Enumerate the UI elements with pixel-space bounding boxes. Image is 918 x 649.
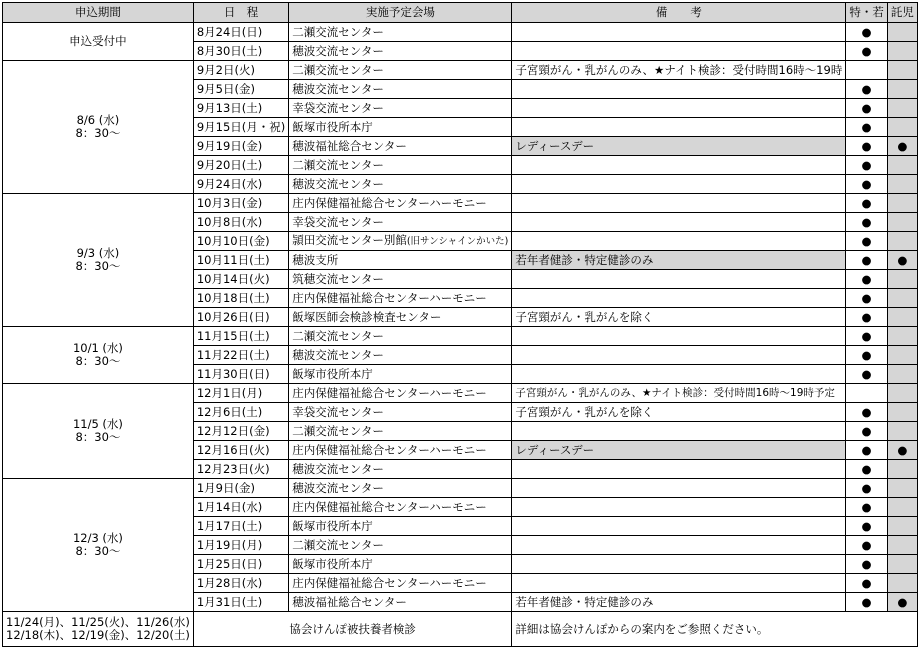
venue-cell xyxy=(289,593,512,612)
date-cell: 10月18日(土) xyxy=(193,289,288,308)
childcare-dot xyxy=(887,403,917,422)
special-check-dot: ● xyxy=(846,137,888,156)
header-special: 特・若 xyxy=(846,3,888,23)
childcare-dot xyxy=(887,118,917,137)
header-kids: 託児 xyxy=(887,3,917,23)
schedule-table xyxy=(2,2,918,647)
venue-cell xyxy=(289,384,512,403)
special-check-dot: ● xyxy=(846,479,888,498)
special-check-dot: ● xyxy=(846,327,888,346)
date-cell: 12月1日(月) xyxy=(193,384,288,403)
venue-name: 二瀬交流センター xyxy=(292,62,384,77)
note-cell xyxy=(512,460,846,479)
note-cell xyxy=(512,23,846,42)
note-cell: 子宮頸がん・乳がんのみ、★ナイト検診：受付時間16時～19時 xyxy=(512,61,846,80)
venue-name: 二瀬交流センター xyxy=(292,24,384,39)
venue-name: 穂波交流センター xyxy=(292,480,384,495)
childcare-dot xyxy=(887,498,917,517)
date-cell: 8月24日(日) xyxy=(193,23,288,42)
childcare-dot: ● xyxy=(887,251,917,270)
special-check-dot: ● xyxy=(846,289,888,308)
venue-cell xyxy=(289,23,512,42)
footer-dates-line1: 11/24(月)、11/25(火)、11/26(水) xyxy=(6,615,190,629)
childcare-dot xyxy=(887,517,917,536)
period-cell xyxy=(3,384,194,479)
footer-note: 詳細は協会けんぽからの案内をご参照ください。 xyxy=(512,612,918,647)
venue-name: 穂波交流センター xyxy=(292,43,384,58)
special-check-dot: ● xyxy=(846,308,888,327)
period-cell xyxy=(3,23,194,61)
note-cell: 若年者健診・特定健診のみ xyxy=(512,593,846,612)
childcare-dot xyxy=(887,536,917,555)
venue-cell xyxy=(289,327,512,346)
date-cell: 9月19日(金) xyxy=(193,137,288,156)
footer-row xyxy=(3,612,918,647)
childcare-dot: ● xyxy=(887,593,917,612)
date-cell: 9月2日(火) xyxy=(193,61,288,80)
header-note: 備 考 xyxy=(512,3,846,23)
venue-name: 庄内保健福祉総合センターハーモニー xyxy=(292,385,487,400)
childcare-dot xyxy=(887,213,917,232)
venue-cell xyxy=(289,498,512,517)
special-check-dot: ● xyxy=(846,441,888,460)
note-cell xyxy=(512,270,846,289)
venue-cell xyxy=(289,42,512,61)
venue-cell xyxy=(289,61,512,80)
footer-dates xyxy=(3,612,194,647)
venue-name: 飯塚医師会検診検査センター xyxy=(292,309,442,324)
venue-cell xyxy=(289,441,512,460)
date-cell: 1月9日(金) xyxy=(193,479,288,498)
note-cell: 子宮頸がん・乳がんを除く xyxy=(512,403,846,422)
note-cell xyxy=(512,213,846,232)
note-cell xyxy=(512,99,846,118)
note-cell xyxy=(512,156,846,175)
note-cell xyxy=(512,194,846,213)
special-check-dot: ● xyxy=(846,270,888,289)
note-cell xyxy=(512,422,846,441)
note-cell xyxy=(512,574,846,593)
venue-name: 二瀬交流センター xyxy=(292,537,384,552)
childcare-dot xyxy=(887,289,917,308)
date-cell: 12月16日(火) xyxy=(193,441,288,460)
special-check-dot: ● xyxy=(846,194,888,213)
date-cell: 11月22日(土) xyxy=(193,346,288,365)
date-cell: 1月14日(水) xyxy=(193,498,288,517)
date-cell: 10月10日(金) xyxy=(193,232,288,251)
period-line: 8：30～ xyxy=(75,259,121,273)
header-date: 日 程 xyxy=(193,3,288,23)
period-cell xyxy=(3,479,194,612)
special-check-dot: ● xyxy=(846,593,888,612)
childcare-dot xyxy=(887,156,917,175)
date-cell: 1月19日(月) xyxy=(193,536,288,555)
venue-cell xyxy=(289,99,512,118)
venue-cell xyxy=(289,175,512,194)
venue-cell xyxy=(289,517,512,536)
venue-name: 頴田交流センター別館 xyxy=(292,233,407,247)
venue-name: 庄内保健福祉総合センターハーモニー xyxy=(292,575,487,590)
special-check-dot: ● xyxy=(846,232,888,251)
table-row xyxy=(3,23,918,42)
venue-name: 穂波交流センター xyxy=(292,176,384,191)
venue-name: 穂波支所 xyxy=(292,252,339,267)
note-cell xyxy=(512,479,846,498)
note-cell xyxy=(512,536,846,555)
childcare-dot xyxy=(887,23,917,42)
childcare-dot xyxy=(887,42,917,61)
note-cell: レディースデー xyxy=(512,137,846,156)
childcare-dot xyxy=(887,479,917,498)
venue-cell xyxy=(289,194,512,213)
special-check-dot: ● xyxy=(846,251,888,270)
childcare-dot xyxy=(887,232,917,251)
childcare-dot xyxy=(887,99,917,118)
venue-name: 飯塚市役所本庁 xyxy=(292,119,373,134)
special-check-dot: ● xyxy=(846,555,888,574)
special-check-dot: ● xyxy=(846,346,888,365)
childcare-dot xyxy=(887,422,917,441)
venue-name: 庄内保健福祉総合センターハーモニー xyxy=(292,195,487,210)
note-cell: 若年者健診・特定健診のみ xyxy=(512,251,846,270)
note-cell xyxy=(512,498,846,517)
special-check-dot: ● xyxy=(846,80,888,99)
venue-cell xyxy=(289,156,512,175)
special-check-dot: ● xyxy=(846,23,888,42)
date-cell: 9月20日(土) xyxy=(193,156,288,175)
date-cell: 12月23日(火) xyxy=(193,460,288,479)
special-check-dot: ● xyxy=(846,213,888,232)
note-cell xyxy=(512,517,846,536)
date-cell: 9月5日(金) xyxy=(193,80,288,99)
note-cell xyxy=(512,289,846,308)
venue-cell xyxy=(289,232,512,251)
special-check-dot xyxy=(846,384,888,403)
special-check-dot: ● xyxy=(846,156,888,175)
period-line: 8：30～ xyxy=(75,544,121,558)
venue-cell xyxy=(289,365,512,384)
childcare-dot xyxy=(887,346,917,365)
date-cell: 10月14日(火) xyxy=(193,270,288,289)
venue-name: 幸袋交流センター xyxy=(292,214,384,229)
header-row xyxy=(3,3,918,23)
note-cell xyxy=(512,555,846,574)
venue-name: 幸袋交流センター xyxy=(292,404,384,419)
childcare-dot: ● xyxy=(887,137,917,156)
period-line: 申込受付中 xyxy=(69,34,127,48)
note-cell xyxy=(512,175,846,194)
table-row xyxy=(3,327,918,346)
venue-name: 穂波交流センター xyxy=(292,461,384,476)
venue-cell xyxy=(289,479,512,498)
venue-cell xyxy=(289,118,512,137)
venue-cell xyxy=(289,555,512,574)
note-cell: 子宮頸がん・乳がんのみ、★ナイト検診：受付時間16時～19時予定 xyxy=(512,384,846,403)
venue-cell xyxy=(289,346,512,365)
note-cell xyxy=(512,327,846,346)
date-cell: 11月30日(日) xyxy=(193,365,288,384)
special-check-dot: ● xyxy=(846,175,888,194)
table-row xyxy=(3,194,918,213)
date-cell: 1月31日(土) xyxy=(193,593,288,612)
date-cell: 10月11日(土) xyxy=(193,251,288,270)
date-cell: 12月6日(土) xyxy=(193,403,288,422)
note-cell xyxy=(512,80,846,99)
period-line: 12/3 (水) xyxy=(72,531,123,545)
schedule-body xyxy=(3,23,918,612)
childcare-dot xyxy=(887,175,917,194)
date-cell: 1月17日(土) xyxy=(193,517,288,536)
note-cell xyxy=(512,346,846,365)
venue-name: 穂波福祉総合センター xyxy=(292,138,407,153)
special-check-dot: ● xyxy=(846,42,888,61)
date-cell: 11月15日(土) xyxy=(193,327,288,346)
special-check-dot: ● xyxy=(846,498,888,517)
special-check-dot: ● xyxy=(846,517,888,536)
period-cell xyxy=(3,194,194,327)
venue-cell xyxy=(289,403,512,422)
special-check-dot: ● xyxy=(846,99,888,118)
childcare-dot xyxy=(887,327,917,346)
childcare-dot xyxy=(887,365,917,384)
childcare-dot xyxy=(887,574,917,593)
childcare-dot xyxy=(887,61,917,80)
childcare-dot xyxy=(887,194,917,213)
period-line: 8：30～ xyxy=(75,430,121,444)
note-cell: 子宮頸がん・乳がんを除く xyxy=(512,308,846,327)
period-line: 11/5 (水) xyxy=(72,417,123,431)
period-line: 8：30～ xyxy=(75,354,121,368)
venue-name: 二瀬交流センター xyxy=(292,423,384,438)
date-cell: 10月26日(日) xyxy=(193,308,288,327)
venue-name: 筑穂交流センター xyxy=(292,271,384,286)
venue-name: 飯塚市役所本庁 xyxy=(292,556,373,571)
venue-cell xyxy=(289,270,512,289)
date-cell: 1月28日(水) xyxy=(193,574,288,593)
childcare-dot xyxy=(887,308,917,327)
venue-name: 庄内保健福祉総合センターハーモニー xyxy=(292,499,487,514)
venue-cell xyxy=(289,574,512,593)
venue-name: 穂波交流センター xyxy=(292,347,384,362)
date-cell: 9月13日(土) xyxy=(193,99,288,118)
venue-cell xyxy=(289,308,512,327)
venue-cell xyxy=(289,137,512,156)
venue-name: 二瀬交流センター xyxy=(292,157,384,172)
childcare-dot: ● xyxy=(887,441,917,460)
venue-cell xyxy=(289,251,512,270)
period-line: 8/6 (水) xyxy=(76,113,120,127)
childcare-dot xyxy=(887,460,917,479)
special-check-dot: ● xyxy=(846,574,888,593)
note-cell: レディースデー xyxy=(512,441,846,460)
childcare-dot xyxy=(887,270,917,289)
period-line: 9/3 (水) xyxy=(76,246,120,260)
date-cell: 12月12日(金) xyxy=(193,422,288,441)
period-line: 8：30～ xyxy=(75,126,121,140)
note-cell xyxy=(512,42,846,61)
venue-cell xyxy=(289,289,512,308)
childcare-dot xyxy=(887,384,917,403)
venue-cell xyxy=(289,536,512,555)
date-cell: 9月15日(月・祝) xyxy=(193,118,288,137)
header-venue: 実施予定会場 xyxy=(289,3,512,23)
date-cell: 1月25日(日) xyxy=(193,555,288,574)
period-line: 10/1 (水) xyxy=(72,341,123,355)
footer-venue: 協会けんぽ被扶養者検診 xyxy=(193,612,512,647)
date-cell: 9月24日(水) xyxy=(193,175,288,194)
venue-name: 飯塚市役所本庁 xyxy=(292,366,373,381)
date-cell: 10月3日(金) xyxy=(193,194,288,213)
note-cell xyxy=(512,365,846,384)
venue-cell xyxy=(289,422,512,441)
childcare-dot xyxy=(887,80,917,99)
venue-name: 二瀬交流センター xyxy=(292,328,384,343)
special-check-dot: ● xyxy=(846,460,888,479)
venue-name: 穂波交流センター xyxy=(292,81,384,96)
note-cell xyxy=(512,118,846,137)
venue-cell xyxy=(289,213,512,232)
venue-sub-note: (旧サンシャインかいた) xyxy=(406,236,509,247)
venue-name: 穂波福祉総合センター xyxy=(292,594,407,609)
special-check-dot: ● xyxy=(846,118,888,137)
table-row xyxy=(3,479,918,498)
venue-name: 幸袋交流センター xyxy=(292,100,384,115)
date-cell: 10月8日(水) xyxy=(193,213,288,232)
venue-name: 飯塚市役所本庁 xyxy=(292,518,373,533)
table-row xyxy=(3,61,918,80)
period-cell xyxy=(3,327,194,384)
special-check-dot: ● xyxy=(846,403,888,422)
childcare-dot xyxy=(887,555,917,574)
footer-dates-line2: 12/18(木)、12/19(金)、12/20(土) xyxy=(6,628,190,642)
date-cell: 8月30日(土) xyxy=(193,42,288,61)
venue-cell xyxy=(289,460,512,479)
venue-name: 庄内保健福祉総合センターハーモニー xyxy=(292,442,487,457)
note-cell xyxy=(512,232,846,251)
venue-name: 庄内保健福祉総合センターハーモニー xyxy=(292,290,487,305)
period-cell xyxy=(3,61,194,194)
venue-cell xyxy=(289,80,512,99)
header-period: 申込期間 xyxy=(3,3,194,23)
special-check-dot: ● xyxy=(846,365,888,384)
special-check-dot: ● xyxy=(846,422,888,441)
special-check-dot xyxy=(846,61,888,80)
table-row xyxy=(3,384,918,403)
special-check-dot: ● xyxy=(846,536,888,555)
